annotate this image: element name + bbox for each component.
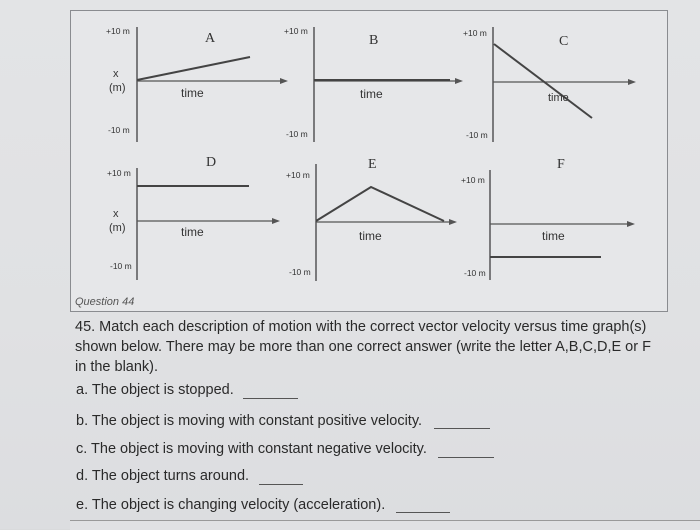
graph-e-arrow (449, 219, 457, 225)
answer-blank-a[interactable] (243, 398, 298, 399)
graph-c-xlabel: time (548, 92, 569, 104)
answer-blank-d[interactable] (259, 484, 303, 485)
graph-e-ybottom: -10 m (289, 267, 311, 277)
item-e: e. The object is changing velocity (acceleration). (76, 497, 386, 513)
item-c: c. The object is moving with constant negative velocity. (76, 441, 427, 457)
graph-f-ybottom: -10 m (464, 268, 486, 278)
graph-f-xlabel: time (542, 229, 565, 243)
graph-b-letter: B (369, 33, 379, 48)
graph-c (463, 27, 636, 142)
graph-a-ybottom: -10 m (108, 125, 130, 135)
graph-d-ytop: +10 m (107, 168, 131, 178)
item-b: b. The object is moving with constant positive velocity. (76, 413, 423, 429)
graph-b (284, 26, 463, 142)
graph-f-letter: F (557, 157, 565, 172)
graph-d-arrow (272, 218, 280, 224)
graph-a-arrow (280, 78, 288, 84)
graph-e-letter: E (368, 157, 377, 172)
answer-blank-c[interactable] (438, 457, 494, 458)
graph-f-ytop: +10 m (461, 175, 485, 185)
answer-blank-b[interactable] (434, 428, 490, 429)
graph-a-ylabel-x: x (113, 68, 119, 80)
graph-e-ytop: +10 m (286, 170, 310, 180)
graph-a (106, 26, 288, 142)
graph-b-arrow (455, 78, 463, 84)
graph-e-xlabel: time (359, 229, 382, 243)
graph-e-plot-line (316, 187, 444, 221)
item-d: d. The object turns around. (76, 468, 250, 484)
graph-d (107, 155, 280, 280)
graph-a-xlabel: time (181, 86, 204, 100)
graph-d-letter: D (206, 155, 217, 170)
graph-b-ytop: +10 m (284, 26, 308, 36)
graph-a-ytop: +10 m (106, 26, 130, 36)
graph-c-arrow (628, 79, 636, 85)
graph-a-plot-line (137, 57, 250, 80)
graph-c-letter: C (559, 34, 569, 49)
graph-c-plot-line (494, 44, 592, 118)
graph-c-ybottom: -10 m (466, 130, 488, 140)
question-label: Question 44 (75, 296, 135, 308)
graph-a-ylabel-m: (m) (109, 82, 126, 94)
graph-d-ybottom: -10 m (110, 261, 132, 271)
answer-blank-e[interactable] (396, 512, 450, 513)
graph-d-ylabel-m: (m) (109, 222, 126, 234)
graph-f (461, 157, 635, 280)
graph-b-xlabel: time (360, 87, 383, 101)
graph-c-ytop: +10 m (463, 28, 487, 38)
graph-e (286, 157, 457, 281)
graph-d-xlabel: time (181, 225, 204, 239)
graph-f-arrow (627, 221, 635, 227)
graph-d-ylabel-x: x (113, 208, 119, 220)
item-a: a. The object is stopped. (76, 382, 234, 398)
graph-b-ybottom: -10 m (286, 129, 308, 139)
question-text: 45. Match each description of motion with the correct vector velocity versus time graph(s) shown below. There may be more than one correct answer (write the letter A,B,C,D,E or F in the blank). (75, 319, 651, 375)
graph-a-letter: A (205, 31, 216, 46)
